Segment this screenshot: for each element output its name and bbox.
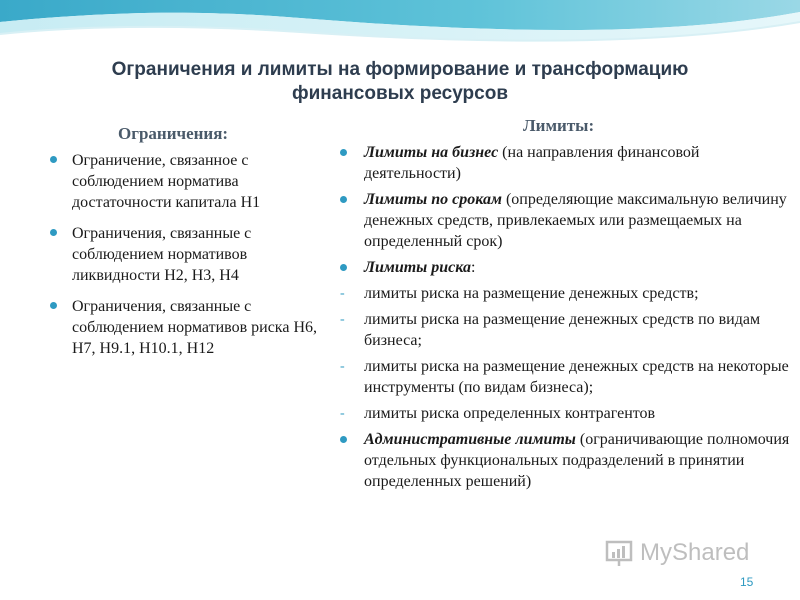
bullet-icon [340, 149, 347, 156]
dash-item-text: лимиты риска на размещение денежных средств; [364, 285, 699, 302]
list-item-bold: Административные лимиты [364, 431, 576, 448]
dash-icon: - [340, 359, 345, 374]
dash-item [340, 309, 790, 351]
right-column-heading: Лимиты: [523, 116, 595, 135]
list-item-text: (определяющие максимальную величину денежных средств, привлекаемых или размещаемых на определенный срок) [364, 191, 787, 250]
bullet-icon [50, 156, 57, 163]
list-item [340, 429, 790, 492]
bullet-icon [340, 196, 347, 203]
bullet-icon [340, 436, 347, 443]
dash-icon: - [340, 286, 345, 301]
slide-title: Ограничения и лимиты на формирование и трансформацию финансовых ресурсов [111, 59, 689, 104]
list-item-bold: Лимиты на бизнес [364, 144, 499, 161]
dash-item-text: лимиты риска определенных контрагентов [364, 405, 656, 422]
list-item-text: Ограничения, связанные с соблюдением нормативов ликвидности Н2, Н3, Н4 [72, 225, 252, 284]
list-item [50, 296, 320, 359]
list-item [340, 189, 790, 252]
presentation-icon [604, 538, 634, 568]
limits-list [340, 142, 790, 497]
list-item [50, 150, 320, 213]
list-item-bold: Лимиты по срокам [364, 191, 502, 208]
list-item-text: Ограничение, связанное с соблюдением норматива достаточности капитала Н1 [72, 152, 261, 211]
list-item-bold: Лимиты риска [364, 259, 471, 276]
dash-item-text: лимиты риска на размещение денежных средств по видам бизнеса; [364, 311, 761, 349]
list-item [50, 223, 320, 286]
list-item-text: : [471, 259, 476, 276]
dash-item [340, 356, 790, 398]
list-item-text: Ограничения, связанные с соблюдением нормативов риска Н6, Н7, Н9.1, Н10.1, Н12 [72, 298, 317, 357]
list-item-text: (ограничивающие полномочия отдельных функциональных подразделений в принятии определенных решений) [364, 431, 790, 490]
page-number: 15 [740, 575, 754, 589]
dash-icon: - [340, 406, 345, 421]
bullet-icon [340, 264, 347, 271]
dash-icon: - [340, 312, 345, 327]
bullet-icon [50, 229, 57, 236]
dash-item [340, 403, 790, 424]
watermark-logo [604, 538, 749, 568]
restrictions-list [50, 150, 320, 369]
bullet-icon [50, 302, 57, 309]
top-wave-decoration [0, 0, 800, 60]
watermark-text: MyShared [640, 539, 750, 566]
dash-item [340, 283, 790, 304]
list-item [340, 257, 790, 278]
left-column-heading: Ограничения: [118, 124, 229, 143]
dash-item-text: лимиты риска на размещение денежных средств на некоторые инструменты (по видам бизнеса); [364, 358, 789, 396]
list-item [340, 142, 790, 184]
list-item-text: (на направления финансовой деятельности) [364, 144, 700, 182]
